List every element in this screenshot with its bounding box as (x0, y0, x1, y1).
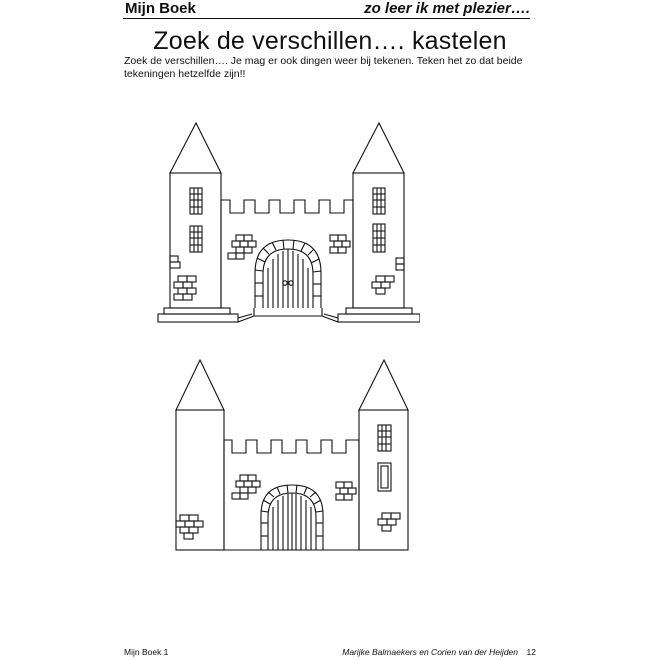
wall-bricks-right (336, 482, 356, 500)
instructions-text: Zoek de verschillen…. Je mag er ook dingen weer bij tekenen. Teken het zo dat beide tekeningen hetzelfde zijn!! (124, 55, 523, 80)
left-tower-roof (176, 360, 224, 410)
castle-drawing-bottom (150, 355, 420, 565)
right-tower-bricks (378, 513, 400, 531)
castle-base-steps (158, 308, 420, 322)
castle-wall (221, 200, 353, 308)
wall-bricks-left (232, 475, 260, 499)
right-tower-windows (373, 188, 385, 252)
book-tagline: zo leer ik met plezier…. (364, 0, 530, 17)
page-title: Zoek de verschillen…. kastelen (153, 27, 507, 55)
right-tower-roof (359, 360, 408, 410)
gate-door-planks (273, 493, 311, 550)
wall-bricks-right (330, 235, 350, 253)
footer-book-label: Mijn Boek 1 (124, 647, 169, 657)
right-tower-roof (353, 123, 404, 173)
page-number: 12 (526, 647, 536, 657)
left-tower-bricks (170, 256, 196, 300)
left-tower (176, 410, 224, 550)
left-tower-windows (190, 188, 202, 252)
footer-authors: Marijke Balmaekers en Corien van der Heijden (342, 647, 518, 657)
left-tower-roof (170, 123, 221, 173)
book-title: Mijn Boek (125, 0, 196, 17)
gate-door-planks (268, 249, 308, 308)
right-tower-bricks (372, 258, 404, 294)
right-tower-windows (378, 425, 391, 491)
wall-bricks-left (228, 235, 256, 259)
castle-drawing-top (150, 118, 420, 328)
page-header (123, 0, 530, 19)
left-tower-bricks (176, 515, 203, 539)
